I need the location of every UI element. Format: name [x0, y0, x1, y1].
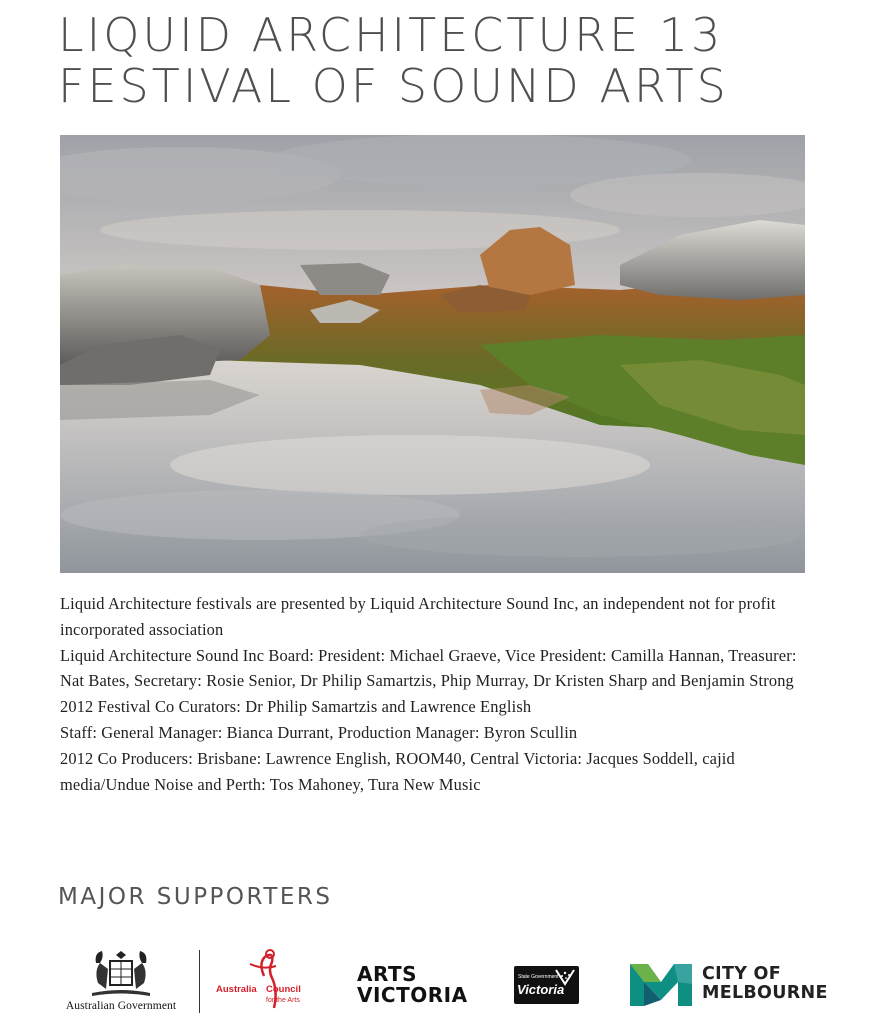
title-line-2: FESTIVAL OF SOUND ARTS	[58, 59, 729, 113]
city-of-melbourne-logo	[628, 960, 828, 1010]
title-line-1: LIQUID ARCHITECTURE 13	[58, 8, 724, 62]
credits-block	[60, 591, 820, 797]
australian-government-label: Australian Government	[65, 1000, 177, 1012]
arts-victoria-logo	[357, 964, 468, 1006]
page-title	[58, 10, 818, 112]
victoria-label: Victoria	[517, 982, 565, 997]
city-of-label: CITY OF	[702, 964, 781, 984]
melbourne-m-icon	[628, 960, 694, 1008]
coat-of-arms-icon	[86, 949, 156, 999]
australia-council-line3: for the Arts	[266, 997, 300, 1004]
arts-victoria-line2: VICTORIA	[357, 983, 468, 1007]
credits-presented-by: Liquid Architecture festivals are presented by Liquid Architecture Sound Inc, an independent not for profit incorporated association	[60, 594, 776, 639]
australian-government-logo	[56, 949, 186, 1013]
major-supporters-heading: MAJOR SUPPORTERS	[58, 884, 333, 910]
supporter-logos	[56, 944, 828, 1019]
australia-council-line1: Australia	[216, 984, 257, 995]
credits-board: Liquid Architecture Sound Inc Board: President: Michael Graeve, Vice President: Camilla Hannan, Treasurer: Nat Bates, Secretary: Rosie Senior, Dr Philip Samartzis, Phip Murray, Dr Kristen Sharp and Benjamin Strong	[60, 645, 797, 691]
australia-council-logo	[214, 948, 309, 1014]
credits-staff: Staff: General Manager: Bianca Durrant, Production Manager: Byron Scullin	[60, 722, 578, 742]
landscape-photo	[60, 135, 805, 573]
state-government-victoria-logo	[514, 966, 579, 1004]
credits-curators: 2012 Festival Co Curators: Dr Philip Samartzis and Lawrence English	[60, 697, 532, 717]
logo-divider	[199, 950, 200, 1013]
state-government-label: State Government	[518, 974, 559, 980]
australia-council-line2: Council	[266, 984, 301, 995]
melbourne-label: MELBOURNE	[702, 983, 828, 1003]
credits-co-producers: 2012 Co Producers: Brisbane: Lawrence English, ROOM40, Central Victoria: Jacques Soddell, cajid media/Undue Noise and Perth: Tos Mahoney, Tura New Music	[60, 748, 735, 794]
arts-victoria-line1: ARTS	[357, 962, 418, 986]
